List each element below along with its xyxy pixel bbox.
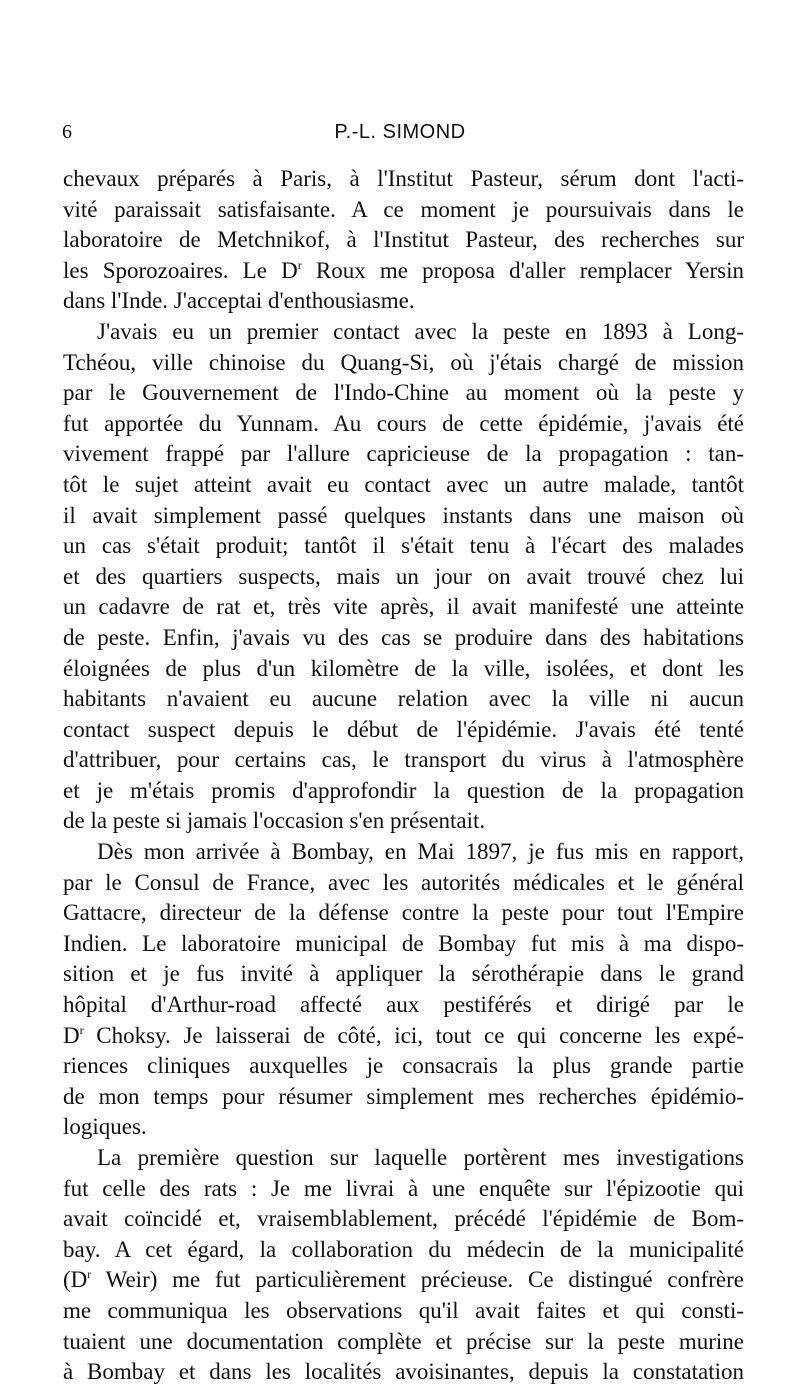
text-line: un cadavre de rat et, très vite après, il avait manifesté une atteinte <box>63 594 744 620</box>
text-line: et je m'étais promis d'approfondir la question de la propagation <box>63 777 744 803</box>
text-line: $D^r$ Choksy. Je laisserai de côté, ici, tout ce qui concerne les expé- <box>63 1022 744 1048</box>
text-line: riences cliniques auxquelles je consacrais la plus grande partie <box>63 1053 744 1079</box>
text-line: habitants n'avaient eu aucune relation avec la ville ni aucun <box>63 686 744 712</box>
text-line: tôt le sujet atteint avait eu contact avec un autre malade, tantôt <box>63 471 744 497</box>
text-line: laboratoire de Metchnikof, à l'Institut Pasteur, des recherches sur <box>63 227 744 253</box>
page-number: 6 <box>62 121 72 143</box>
text-line: dans l'Inde. J'acceptai d'enthousiasme. <box>63 288 415 314</box>
text-line: les Sporozoaires. Le $D^r$ Roux me proposa d'aller remplacer Yersin <box>63 257 744 283</box>
text-line: d'attribuer, pour certains cas, le transport du virus à l'atmosphère <box>63 747 744 773</box>
text-line: sition et je fus invité à appliquer la sérothérapie dans le grand <box>63 961 744 987</box>
text-line: Indien. Le laboratoire municipal de Bombay fut mis à ma dispo- <box>63 930 744 956</box>
text-line: vivement frappé par l'allure capricieuse de la propagation : tan- <box>63 441 744 467</box>
text-line: contact suspect depuis le début de l'épidémie. J'avais été tenté <box>63 716 744 742</box>
text-line: et des quartiers suspects, mais un jour on avait trouvé chez lui <box>63 563 744 589</box>
text-line: Dès mon arrivée à Bombay, en Mai 1897, je fus mis en rapport, <box>97 839 744 865</box>
text-line: de mon temps pour résumer simplement mes recherches épidémio- <box>63 1083 744 1109</box>
running-head: P.-L. SIMOND <box>334 121 466 143</box>
text-line: avait coïncidé et, vraisemblablement, précédé l'épidémie de Bom- <box>63 1206 744 1232</box>
text-line: ($D^r$ Weir) me fut particulièrement précieuse. Ce distingué confrère <box>63 1267 744 1293</box>
paragraph <box>63 317 744 837</box>
text-line: éloignées de plus d'un kilomètre de la ville, isolées, et dont les <box>63 655 744 681</box>
text-line: de la peste si jamais l'occasion s'en présentait. <box>63 808 486 834</box>
text-line: par le Gouvernement de l'Indo-Chine au moment où la peste y <box>63 380 744 406</box>
text-line: chevaux préparés à Paris, à l'Institut Pasteur, sérum dont l'acti- <box>63 166 744 191</box>
text-line: vité paraissait satisfaisante. A ce moment je poursuivais dans le <box>63 196 744 222</box>
text-line: fut apportée du Yunnam. Au cours de cette épidémie, j'avais été <box>63 410 744 436</box>
text-line: bay. A cet égard, la collaboration du médecin de la municipalité <box>63 1236 744 1262</box>
text-line: il avait simplement passé quelques instants dans une maison où <box>63 502 744 528</box>
text-line: Tchéou, ville chinoise du Quang-Si, où j'étais chargé de mission <box>63 349 744 375</box>
text-line: fut celle des rats : Je me livrai à une enquête sur l'épizootie qui <box>63 1175 744 1201</box>
text-line: La première question sur laquelle portèrent mes investigations <box>97 1145 744 1170</box>
text-line: J'avais eu un premier contact avec la peste en 1893 à Long- <box>97 318 744 344</box>
paragraph <box>63 164 744 317</box>
text-line: tuaient une documentation complète et précise sur la peste murine <box>63 1328 744 1354</box>
text-line: par le Consul de France, avec les autorités médicales et le général <box>63 869 744 895</box>
text-line: de peste. Enfin, j'avais vu des cas se produire dans des habitations <box>63 624 744 650</box>
text-line: un cas s'était produit; tantôt il s'était tenu à l'écart des malades <box>63 533 744 559</box>
text-line: hôpital d'Arthur-road affecté aux pestiférés et dirigé par le <box>63 992 744 1018</box>
text-line: Gattacre, directeur de la défense contre la peste pour tout l'Empire <box>63 900 744 926</box>
text-line: à Bombay et dans les localités avoisinantes, depuis la constatation <box>63 1359 744 1385</box>
text-line: logiques. <box>63 1114 147 1140</box>
paragraph <box>63 1143 744 1388</box>
text-line: me communiqua les observations qu'il avait faites et qui consti- <box>63 1297 744 1323</box>
body-text <box>63 164 744 1388</box>
paragraph <box>63 837 744 1143</box>
